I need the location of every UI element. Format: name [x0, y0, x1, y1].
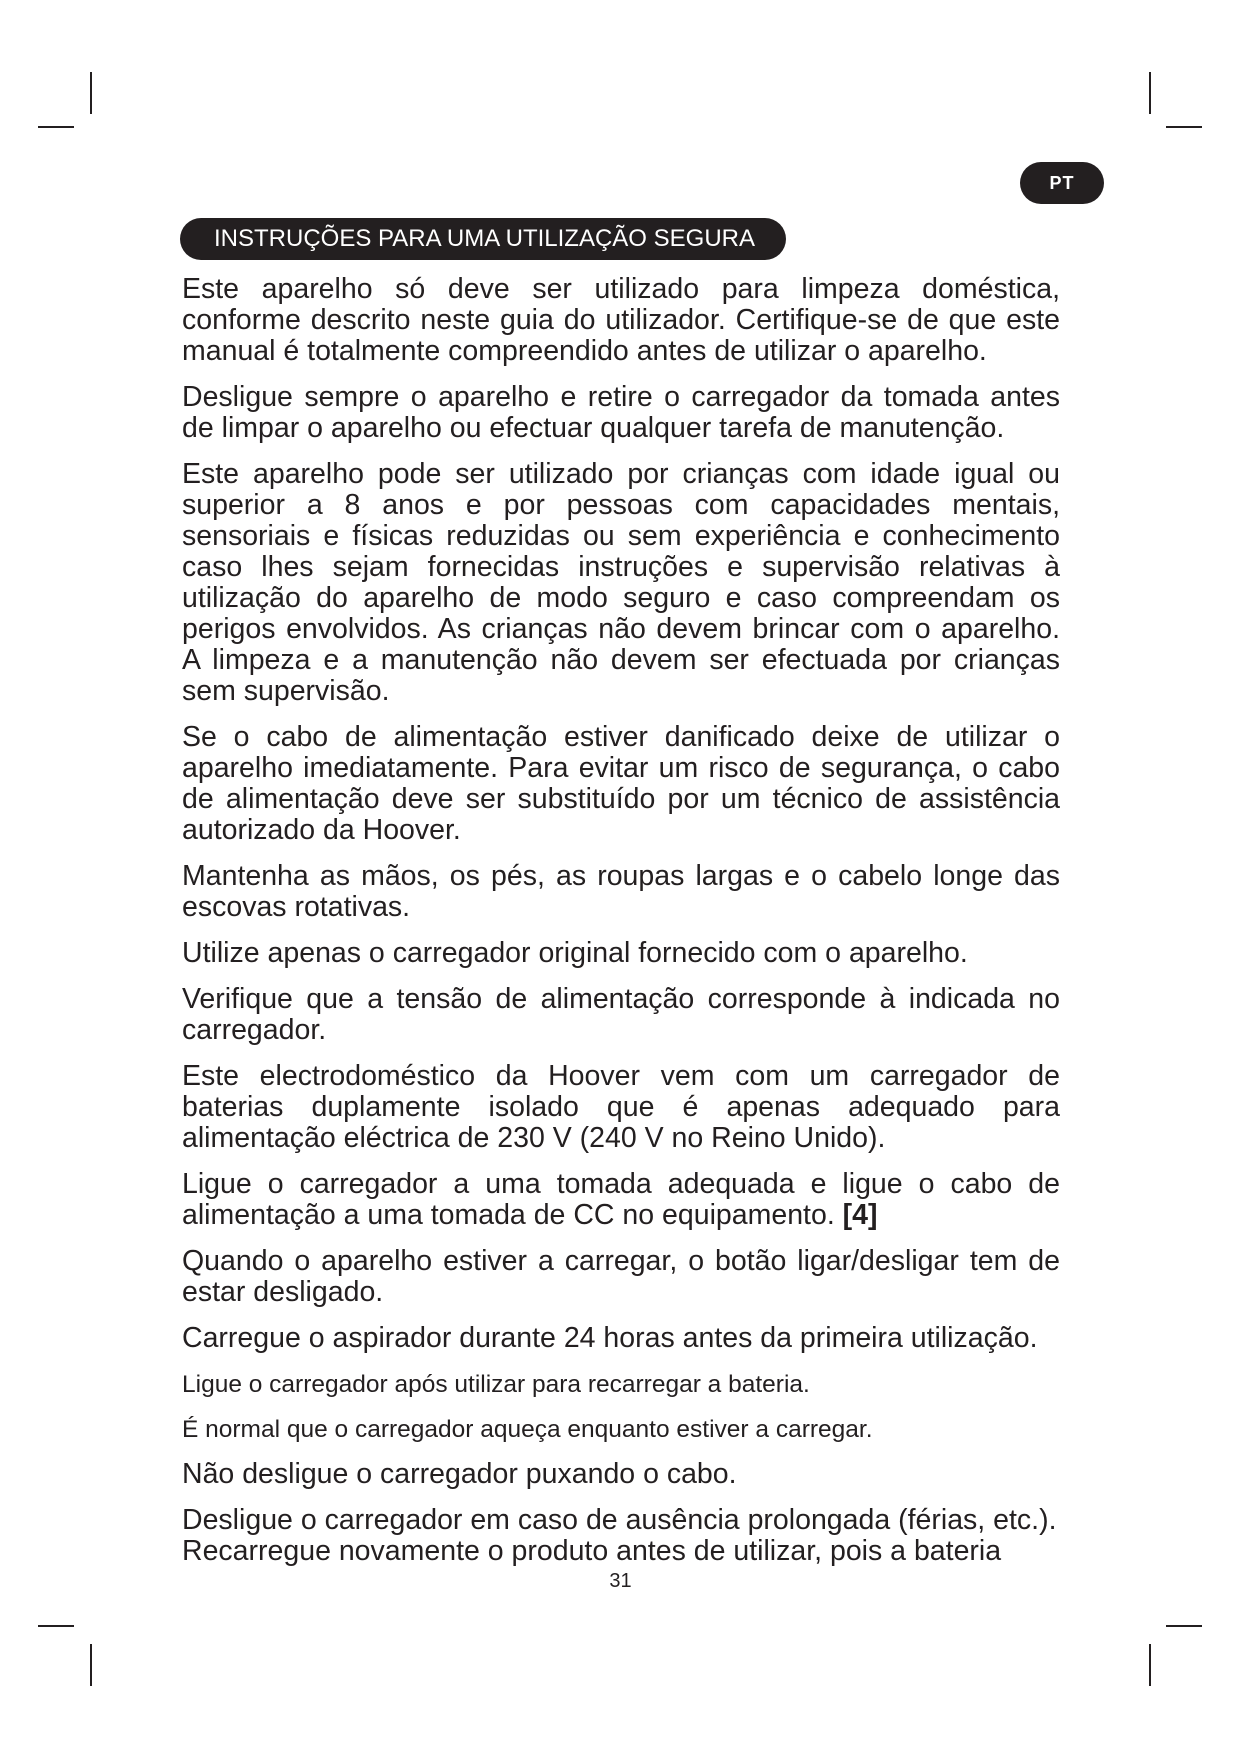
paragraph-connect-charger: [182, 1169, 1060, 1231]
paragraph-unplug-before-cleaning: Desligue sempre o aparelho e retire o carregador da tomada antes de limpar o aparelho ou efectuar qualquer tarefa de manutenção.: [182, 381, 1060, 444]
paragraph-charger-warms: É normal que o carregador aqueça enquanto estiver a carregar.: [182, 1416, 873, 1443]
paragraph-prolonged-absence: Desligue o carregador em caso de ausência prolongada (férias, etc.). Recarregue novamente o produto antes de utilizar, pois a bateria: [182, 1504, 1057, 1567]
crop-mark-top-left-horizontal: [38, 126, 74, 128]
crop-mark-bottom-right-horizontal: [1166, 1625, 1202, 1627]
crop-mark-top-left-vertical: [90, 72, 92, 114]
paragraph-charge-24-hours: Carregue o aspirador durante 24 horas antes da primeira utilização.: [182, 1322, 1038, 1354]
paragraph-damaged-cable: Se o cabo de alimentação estiver danificado deixe de utilizar o aparelho imediatamente. Para evitar um risco de segurança, o cabo de alimentação deve ser substituído por um técnico de assistência autorizado da Hoover.: [182, 721, 1060, 846]
page-number: 31: [609, 1570, 632, 1592]
paragraph-rotating-brushes: Mantenha as mãos, os pés, as roupas largas e o cabelo longe das escovas rotativas.: [182, 860, 1060, 923]
paragraph-recharge-after-use: Ligue o carregador após utilizar para recarregar a bateria.: [182, 1371, 810, 1398]
paragraph-switch-off-while-charging: Quando o aparelho estiver a carregar, o botão ligar/desligar tem de estar desligado.: [182, 1245, 1060, 1308]
crop-mark-bottom-left-horizontal: [38, 1625, 74, 1627]
language-badge: PT: [1020, 162, 1104, 204]
paragraph-double-insulated-charger: Este electrodoméstico da Hoover vem com um carregador de baterias duplamente isolado que é apenas adequado para alimentação eléctrica de 230 V (240 V no Reino Unido).: [182, 1060, 1060, 1154]
paragraph-domestic-use: Este aparelho só deve ser utilizado para limpeza doméstica, conforme descrito neste guia do utilizador. Certifique-se de que este manual é totalmente compreendido antes de utilizar o aparelho.: [182, 273, 1060, 367]
paragraph-original-charger: Utilize apenas o carregador original fornecido com o aparelho.: [182, 937, 968, 969]
paragraph-connect-charger-text: Ligue o carregador a uma tomada adequada e ligue o cabo de alimentação a uma tomada de CC no equipamento.: [182, 1168, 1060, 1231]
paragraph-voltage-check: Verifique que a tensão de alimentação corresponde à indicada no carregador.: [182, 983, 1060, 1046]
paragraph-do-not-pull-cable: Não desligue o carregador puxando o cabo.: [182, 1458, 737, 1490]
crop-mark-top-right-vertical: [1149, 72, 1151, 114]
crop-mark-bottom-right-vertical: [1149, 1644, 1151, 1686]
crop-mark-top-right-horizontal: [1166, 126, 1202, 128]
instructions-body: [182, 274, 1060, 1582]
paragraph-children-supervision: Este aparelho pode ser utilizado por crianças com idade igual ou superior a 8 anos e por pessoas com capacidades mentais, sensoriais e físicas reduzidas ou sem experiência e conhecimento caso lhes sejam fornecidas instruções e supervisão relativas à utilização do aparelho de modo seguro e caso compreendam os perigos envolvidos. As crianças não devem brincar com o aparelho. A limpeza e a manutenção não devem ser efectuada por crianças sem supervisão.: [182, 458, 1060, 707]
crop-mark-bottom-left-vertical: [90, 1644, 92, 1686]
figure-reference: [4]: [842, 1199, 878, 1231]
section-title: INSTRUÇÕES PARA UMA UTILIZAÇÃO SEGURA: [180, 218, 786, 260]
